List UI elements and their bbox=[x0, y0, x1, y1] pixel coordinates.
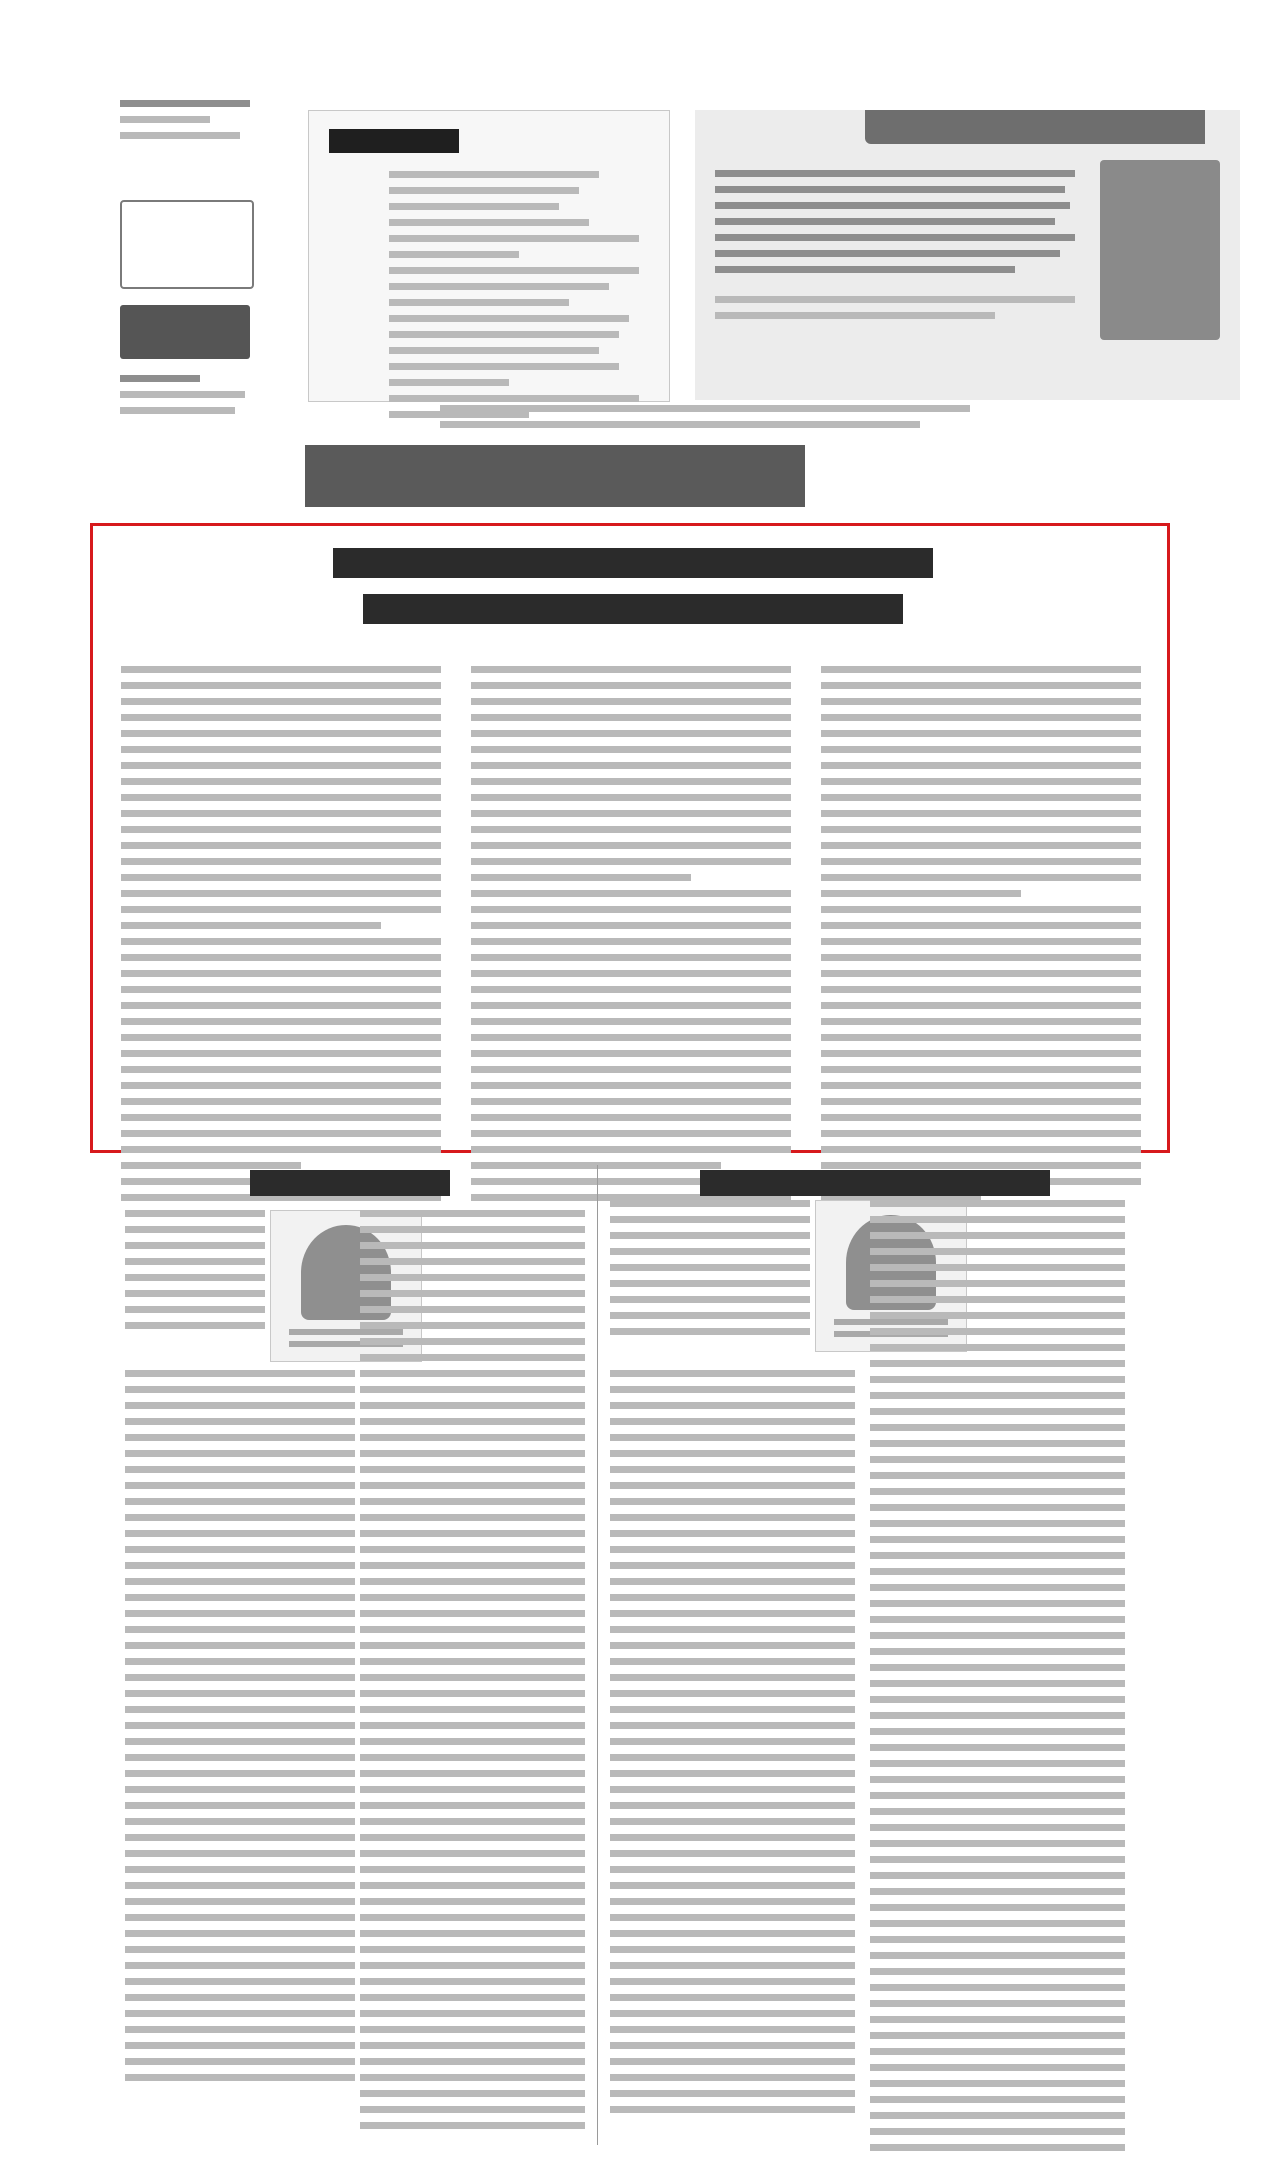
dateline bbox=[120, 100, 270, 139]
contact-block bbox=[120, 375, 250, 414]
lead-column-3 bbox=[821, 666, 1141, 1201]
lead-headline bbox=[333, 548, 933, 624]
right-column-title bbox=[700, 1170, 1050, 1196]
left-column-text-b bbox=[125, 1370, 355, 2081]
column-divider bbox=[597, 1165, 598, 2145]
lead-column-1 bbox=[121, 666, 441, 1201]
opinion-disclaimer bbox=[440, 405, 970, 428]
staff-credits bbox=[389, 171, 649, 418]
left-column-title bbox=[250, 1170, 450, 1196]
left-column-text-c bbox=[360, 1210, 585, 2129]
lead-editorial bbox=[90, 523, 1170, 1153]
quote-of-the-day bbox=[695, 110, 1240, 400]
right-column-text-c bbox=[870, 1200, 1125, 2151]
right-column-text-a bbox=[610, 1200, 810, 1335]
quote-tab bbox=[865, 110, 1205, 144]
newspaper-nameplate bbox=[329, 129, 459, 153]
right-column-text-b bbox=[610, 1370, 855, 2113]
lead-column-2 bbox=[471, 666, 791, 1201]
speaker-photo bbox=[1100, 160, 1220, 340]
staff-box bbox=[308, 110, 670, 402]
page-number-badge bbox=[120, 305, 250, 359]
left-column-text-a bbox=[125, 1210, 265, 1329]
anniversary-logo bbox=[120, 200, 254, 289]
quote-text bbox=[715, 170, 1085, 319]
section-banner bbox=[305, 445, 805, 507]
masthead bbox=[120, 100, 1130, 400]
